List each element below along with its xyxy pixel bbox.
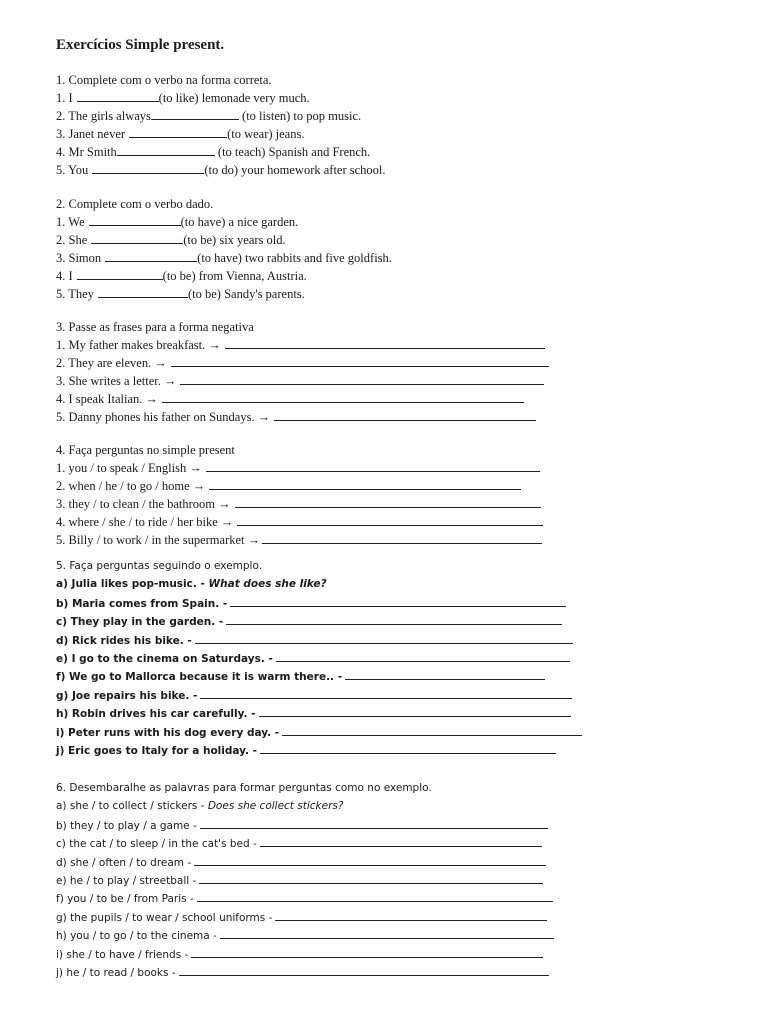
blank-line[interactable] [89,213,181,226]
answer-line[interactable] [226,612,562,625]
list-item: c) They play in the garden. - [56,612,596,630]
answer-line[interactable] [179,963,549,976]
list-item: 4. Mr Smith (to teach) Spanish and French. [56,145,371,159]
list-item: 4. I (to be) from Vienna, Austria. [56,269,307,283]
answer-line[interactable] [195,631,573,644]
example-answer: Does she collect stickers? [207,800,344,813]
answer-line[interactable] [237,513,543,526]
list-item: g) Joe repairs his bike. - [56,686,596,704]
list-item: d) Rick rides his bike. - [56,631,596,649]
list-item: i) Peter runs with his dog every day. - [56,723,596,741]
list-item: f) you / to be / from Paris - [56,889,596,907]
answer-line[interactable] [260,834,542,847]
blank-line[interactable] [98,285,188,298]
blank-line[interactable] [77,267,163,280]
section-5-heading: 5. Faça perguntas seguindo o exemplo. [56,560,263,572]
answer-line[interactable] [230,594,566,607]
answer-line[interactable] [276,649,570,662]
blank-line[interactable] [91,231,183,244]
list-item: 3. She writes a letter. → [56,372,596,390]
example-item: a) Julia likes pop-music. - What does she like? [56,578,327,591]
answer-line[interactable] [262,531,542,544]
blank-line[interactable] [77,89,159,102]
list-item: f) We go to Mallorca because it is warm there.. - [56,667,596,685]
answer-line[interactable] [209,477,521,490]
answer-line[interactable] [345,667,545,680]
list-item: 5. You (to do) your homework after school. [56,163,386,177]
blank-line[interactable] [129,125,227,138]
list-item: c) the cat / to sleep / in the cat's bed - [56,834,596,852]
blank-line[interactable] [117,143,215,156]
list-item: 2. when / he / to go / home → [56,477,596,495]
list-item: j) he / to read / books - [56,963,596,981]
section-3-heading: 3. Passe as frases para a forma negativa [56,320,254,334]
list-item: 3. they / to clean / the bathroom → [56,495,596,513]
section-6-heading: 6. Desembaralhe as palavras para formar perguntas como no exemplo. [56,782,432,794]
answer-line[interactable] [200,686,572,699]
list-item: 1. you / to speak / English → [56,459,596,477]
section-6 [56,779,596,981]
example-item: a) she / to collect / stickers - Does she collect stickers? [56,800,344,813]
answer-line[interactable] [235,495,541,508]
section-4 [56,441,596,549]
answer-line[interactable] [274,408,536,421]
list-item: 2. She (to be) six years old. [56,233,286,247]
list-item: 5. They (to be) Sandy's parents. [56,287,305,301]
list-item: 1. I (to like) lemonade very much. [56,91,310,105]
answer-line[interactable] [260,741,556,754]
list-item: d) she / often / to dream - [56,853,596,871]
answer-line[interactable] [200,816,548,829]
list-item: g) the pupils / to wear / school uniforms - [56,908,596,926]
list-item: 2. They are eleven. → [56,354,596,372]
list-item: 3. Janet never (to wear) jeans. [56,127,305,141]
answer-line[interactable] [162,390,524,403]
section-2-heading: 2. Complete com o verbo dado. [56,197,214,211]
blank-line[interactable] [151,107,239,120]
list-item: 3. Simon (to have) two rabbits and five goldfish. [56,251,392,265]
list-item: i) she / to have / friends - [56,945,596,963]
list-item: b) Maria comes from Spain. - [56,594,596,612]
list-item: 5. Billy / to work / in the supermarket → [56,531,596,549]
list-item: h) you / to go / to the cinema - [56,926,596,944]
list-item: 4. I speak Italian. → [56,390,596,408]
list-item: j) Eric goes to Italy for a holiday. - [56,741,596,759]
list-item: b) they / to play / a game - [56,816,596,834]
section-4-heading: 4. Faça perguntas no simple present [56,443,235,457]
answer-line[interactable] [282,723,582,736]
list-item: 4. where / she / to ride / her bike → [56,513,596,531]
example-answer: What does she like? [208,578,327,591]
list-item: 5. Danny phones his father on Sundays. → [56,408,596,426]
section-2 [56,195,596,303]
answer-line[interactable] [275,908,547,921]
answer-line[interactable] [220,926,554,939]
blank-line[interactable] [92,161,204,174]
answer-line[interactable] [194,853,546,866]
list-item: 1. My father makes breakfast. → [56,336,596,354]
answer-line[interactable] [180,372,544,385]
list-item: 1. We (to have) a nice garden. [56,215,299,229]
list-item: e) he / to play / streetball - [56,871,596,889]
answer-line[interactable] [197,889,553,902]
answer-line[interactable] [171,354,549,367]
section-1 [56,71,596,179]
answer-line[interactable] [199,871,543,884]
page-title: Exercícios Simple present. [56,37,225,53]
answer-line[interactable] [225,336,545,349]
list-item: h) Robin drives his car carefully. - [56,704,596,722]
section-5 [56,557,596,759]
section-3 [56,318,596,426]
list-item: 2. The girls always (to listen) to pop music. [56,109,362,123]
blank-line[interactable] [105,249,197,262]
list-item: e) I go to the cinema on Saturdays. - [56,649,596,667]
answer-line[interactable] [206,459,540,472]
answer-line[interactable] [259,704,571,717]
answer-line[interactable] [191,945,543,958]
section-1-heading: 1. Complete com o verbo na forma correta. [56,73,272,87]
